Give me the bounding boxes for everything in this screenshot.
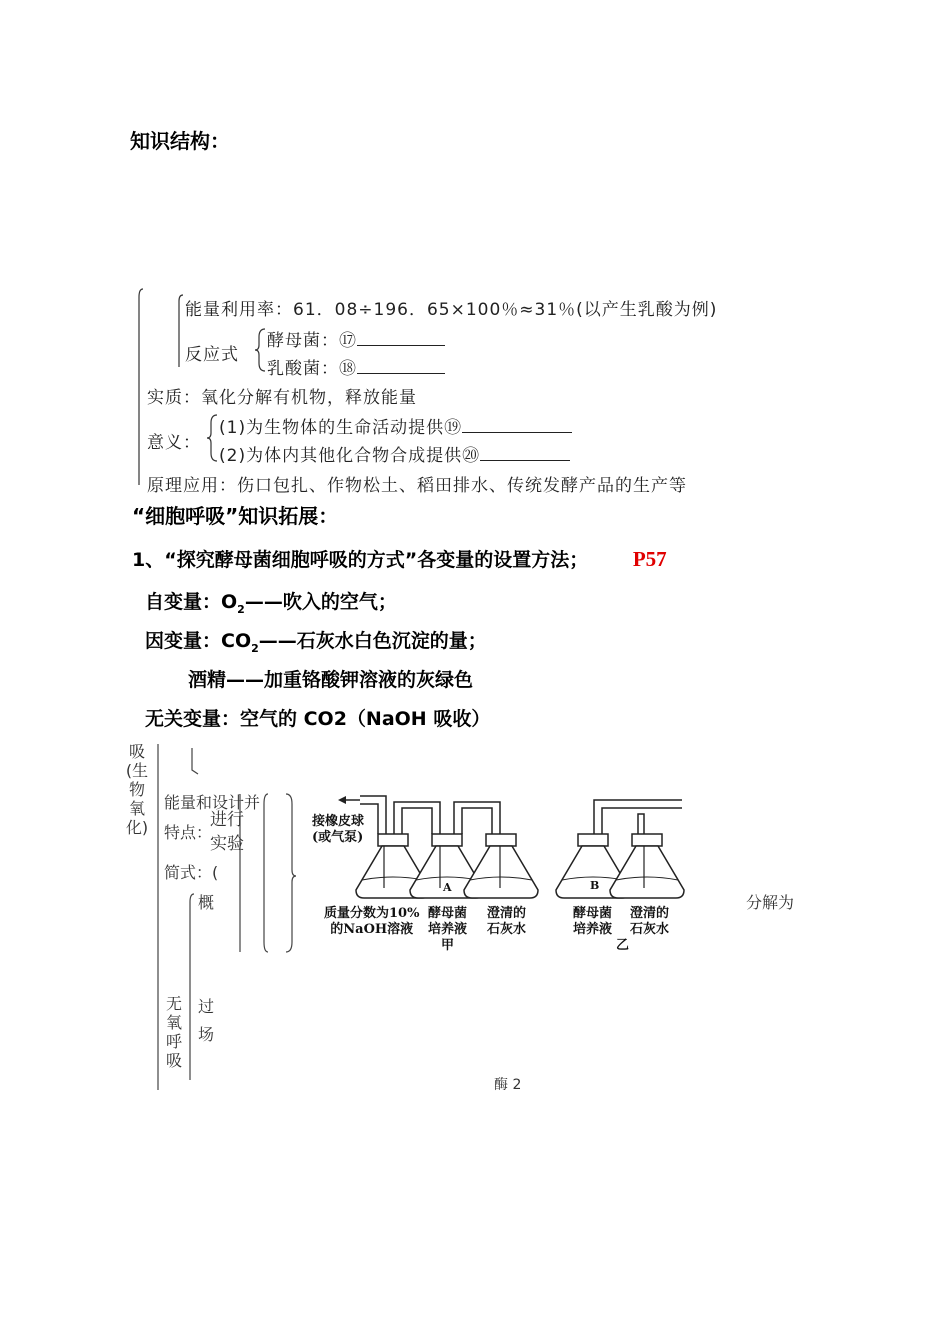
lime-b-label <box>630 906 669 938</box>
essence: 实质：氧化分解有机物，释放能量 <box>147 388 417 408</box>
independent-sub: 2 <box>237 602 245 616</box>
yeast-reaction <box>267 326 445 351</box>
yeast-a-label-1: 培养液 <box>428 922 468 937</box>
meaning-1-blank <box>462 418 572 433</box>
meaning-2-blank <box>480 446 570 461</box>
energy-rate: 能量利用率：61．08÷196．65×100％≈31％(以产生乳酸为例) <box>185 300 718 320</box>
flask-lime-a-icon <box>464 834 538 898</box>
page-ref: P57 <box>632 547 667 571</box>
meaning-1-text: (1)为生物体的生命活动提供⑲ <box>219 418 463 438</box>
right-fragment: 分解为 <box>746 893 795 912</box>
independent-suffix: ——吹入的空气； <box>244 591 397 613</box>
experiment-line-0: 进行 <box>210 810 244 830</box>
experiment-label <box>210 808 244 856</box>
anaerobic-label <box>164 994 184 1070</box>
bottom-fragment: 酶 2 <box>494 1077 522 1093</box>
anaerobic-2: 呼 <box>165 1032 182 1051</box>
experiment-diagram <box>118 742 818 1092</box>
pump-label-0: 接橡皮球 <box>312 814 365 829</box>
dependent-sub: 2 <box>251 641 259 655</box>
independent-variable <box>145 587 397 616</box>
left-col-4: 化) <box>125 818 149 837</box>
summary-block <box>135 285 795 495</box>
group-1-label: 甲 <box>441 938 455 953</box>
lactic-label: 乳酸菌：⑱ <box>267 359 357 379</box>
dependent-variable <box>145 626 487 655</box>
group-2-label: 乙 <box>616 938 630 953</box>
air-inlet-arrow-icon <box>338 796 360 804</box>
left-col-1: (生 <box>125 761 149 780</box>
section-title: 知识结构： <box>130 129 230 153</box>
flask-b-label: B <box>590 879 600 892</box>
lime-a-label-0: 澄清的 <box>487 906 527 921</box>
reaction-brace <box>253 327 267 373</box>
frag-formula: 简式：( <box>164 863 219 882</box>
yeast-a-label <box>428 906 467 954</box>
anaerobic-0: 无 <box>165 994 182 1013</box>
yeast-b-label-1: 培养液 <box>573 922 613 937</box>
meaning-label: 意义： <box>147 433 201 453</box>
left-col-2: 物 <box>128 780 145 799</box>
item-1 <box>132 545 667 572</box>
lime-b-label-1: 石灰水 <box>630 922 670 937</box>
flask-lime-b-icon <box>610 834 684 898</box>
meaning-2-text: (2)为体内其他化合物合成提供⑳ <box>219 446 481 466</box>
yeast-a-label-0: 酵母菌 <box>428 906 468 921</box>
lime-b-label-0: 澄清的 <box>630 906 670 921</box>
meaning-1 <box>219 413 572 438</box>
alcohol-variable: 酒精——加重铬酸钾溶液的灰绿色 <box>188 669 474 691</box>
yeast-b-label <box>573 906 612 938</box>
pump-label-1: (或气泵) <box>312 830 364 845</box>
naoh-label <box>324 906 419 938</box>
flask-a-label: A <box>443 881 452 894</box>
yeast-b-label-0: 酵母菌 <box>573 906 613 921</box>
yeast-blank <box>357 331 445 346</box>
irrelevant-variable: 无关变量：空气的 CO2（NaOH 吸收） <box>145 708 491 730</box>
left-col-3: 氧 <box>128 799 145 818</box>
frag-concept: 概 <box>198 893 215 912</box>
dependent-prefix: 因变量：CO <box>145 630 252 652</box>
application: 原理应用：伤口包扎、作物松土、稻田排水、传统发酵产品的生产等 <box>147 476 687 496</box>
frag-feature: 特点： <box>164 823 213 842</box>
left-col-0: 吸 <box>128 742 145 761</box>
lactic-reaction <box>267 354 445 379</box>
lactic-blank <box>357 359 445 374</box>
independent-prefix: 自变量：O <box>145 591 238 613</box>
pump-label <box>312 814 364 846</box>
meaning-2 <box>219 441 570 466</box>
reaction-label: 反应式 <box>185 345 239 365</box>
frag-process: 过 <box>198 997 215 1016</box>
naoh-label-0: 质量分数为10% <box>324 906 420 921</box>
experiment-line-1: 实验 <box>210 834 244 854</box>
frag-field: 场 <box>198 1025 215 1044</box>
expansion-title: “细胞呼吸”知识拓展： <box>132 504 339 528</box>
item-1-text: 1、“探究酵母菌细胞呼吸的方式”各变量的设置方法； <box>132 549 589 571</box>
meaning-brace <box>205 413 219 463</box>
yeast-label: 酵母菌：⑰ <box>267 331 357 351</box>
lime-a-label <box>487 906 526 938</box>
frag-energy: 能量和设计并 <box>164 793 261 812</box>
lime-a-label-1: 石灰水 <box>487 922 527 937</box>
dependent-suffix: ——石灰水白色沉淀的量； <box>258 630 487 652</box>
anaerobic-1: 氧 <box>165 1013 182 1032</box>
anaerobic-3: 吸 <box>165 1051 182 1070</box>
naoh-label-1: 的NaOH溶液 <box>330 922 414 937</box>
